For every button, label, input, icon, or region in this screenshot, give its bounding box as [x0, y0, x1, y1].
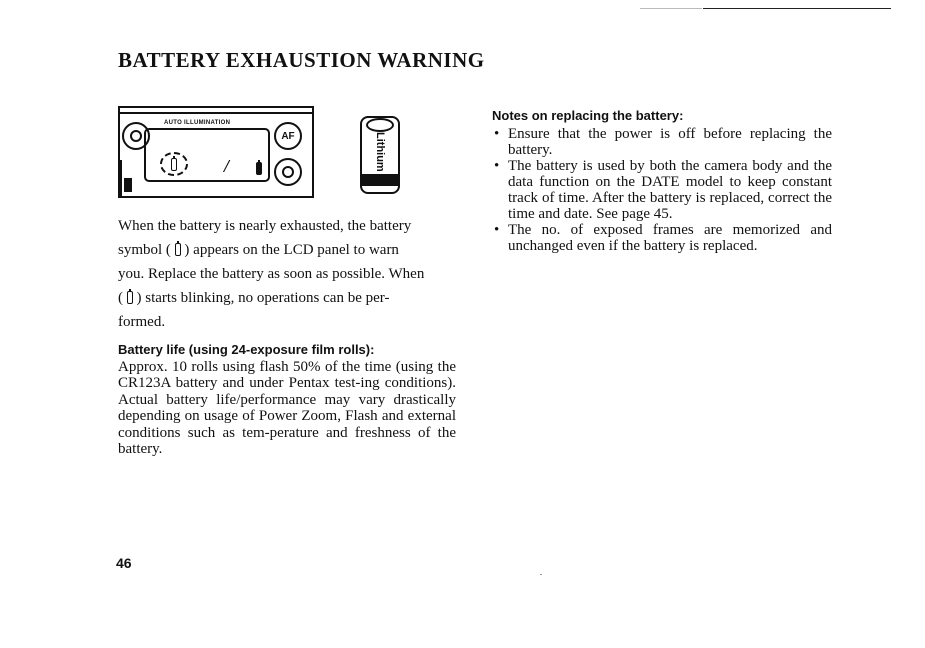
button-dot-icon [282, 166, 294, 178]
battery-icon [256, 162, 262, 175]
notes-heading: Notes on replacing the battery: [492, 108, 684, 123]
battery-symbol-icon [127, 291, 133, 304]
battery-band [362, 174, 398, 186]
battery-life-body: Approx. 10 rolls using flash 50% of the time (using the CR123A battery and under Pentax test-ing conditions). Actual battery life/performance may vary drastically depending on usage of Power Zoom, Flash and external conditions such as tem-perature and freshness of the battery. [118, 358, 456, 457]
paragraph-text: ) starts blinking, no operations can be per- [136, 290, 390, 306]
lcd-panel-top-edge [118, 112, 314, 114]
lcd-frame-counter: / [224, 156, 230, 176]
button-dot-icon [130, 130, 142, 142]
top-rule [703, 8, 891, 9]
battery-symbol-icon [175, 243, 181, 256]
top-rule-faint [640, 8, 702, 9]
paragraph-text: ( [118, 290, 123, 306]
lcd-illustration [110, 100, 410, 200]
camera-side-detail [120, 160, 144, 196]
paragraph-text: symbol ( [118, 242, 171, 258]
auto-illumination-label: AUTO ILLUMINATION [164, 120, 231, 126]
battery-warning-paragraph [118, 214, 458, 334]
notes-item: • Ensure that the power is off before replacing the battery. [492, 126, 832, 158]
battery-icon [171, 158, 177, 171]
page-number: 46 [116, 555, 132, 571]
paragraph-text: ) appears on the LCD panel to warn [184, 242, 399, 258]
page-title: BATTERY EXHAUSTION WARNING [118, 48, 485, 72]
paragraph-line [118, 286, 458, 310]
notes-item: • The no. of exposed frames are memorized and unchanged even if the battery is replaced. [492, 222, 832, 254]
lithium-battery-image [360, 116, 400, 194]
paragraph-line: formed. [118, 314, 166, 330]
replacement-notes-section [492, 108, 832, 254]
battery-life-heading: Battery life (using 24-exposure film rolls): [118, 342, 375, 357]
mode-button [274, 158, 302, 186]
paragraph-line [118, 238, 458, 262]
scan-speck [540, 574, 542, 575]
notes-item: • The battery is used by both the camera body and the data function on the DATE model to keep constant track of time. After the battery is replaced, correct the time and date. See page 45. [492, 158, 832, 222]
paragraph-line: When the battery is nearly exhausted, the battery [118, 218, 412, 234]
paragraph-line: you. Replace the battery as soon as possible. When [118, 266, 425, 282]
notes-list [492, 126, 832, 254]
battery-terminal [366, 118, 394, 132]
battery-life-section [118, 342, 456, 458]
blinking-battery-icon [160, 152, 188, 176]
af-button: AF [274, 122, 302, 150]
battery-brand-label: Lithium [374, 132, 386, 172]
